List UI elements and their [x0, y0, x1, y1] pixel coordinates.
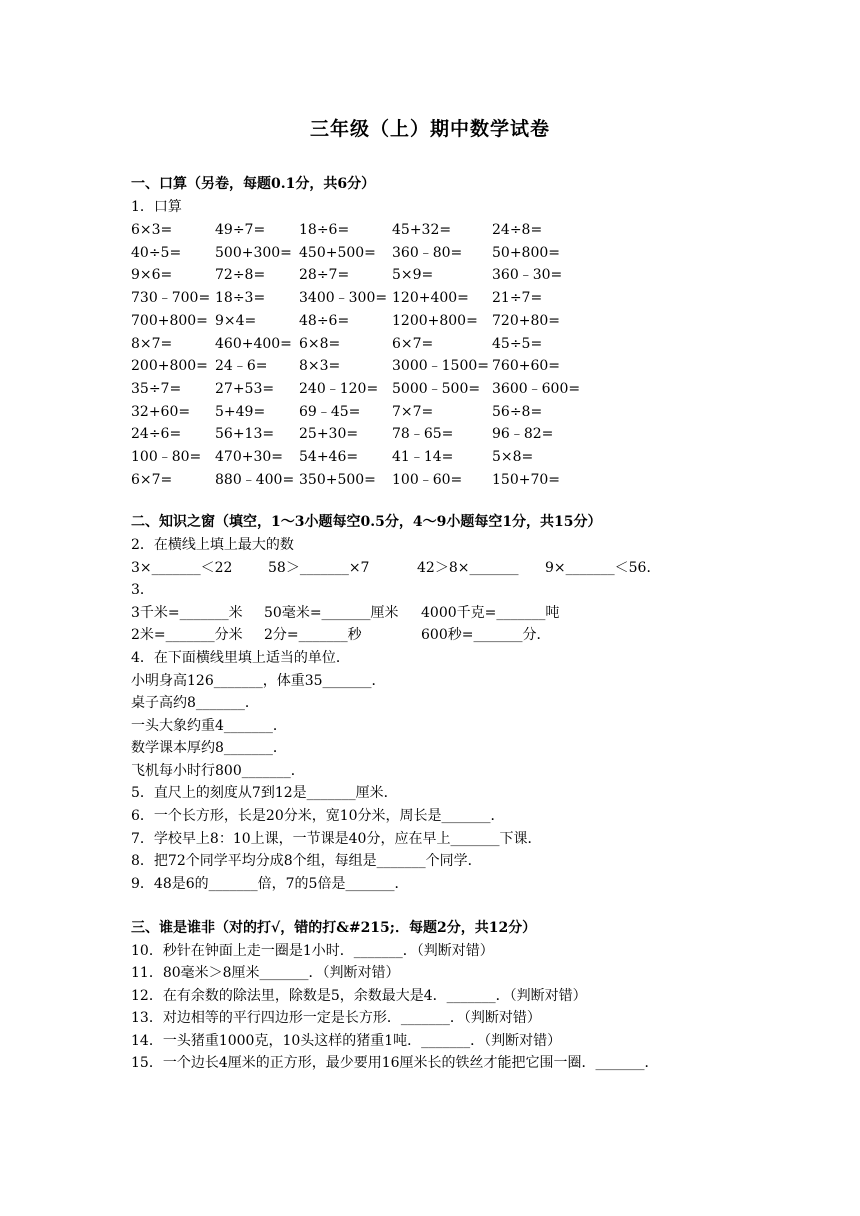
mental-math-item: 5+49=: [215, 404, 266, 420]
mental-math-item: 96﹣82=: [492, 426, 554, 442]
question-8: 8．把72个同学平均分成8个组，每组是_______个同学．: [131, 853, 482, 869]
mental-math-item: 880﹣400=: [215, 472, 295, 488]
question-1-label: 1．口算: [131, 199, 182, 215]
mental-math-item: 24÷8=: [492, 222, 543, 238]
section-heading-1: 一、口算（另卷，每题0.1分，共6分）: [131, 176, 376, 192]
question-3-item: 3千米=_______米: [131, 605, 243, 621]
mental-math-item: 6×7=: [392, 336, 434, 352]
mental-math-item: 45+32=: [392, 222, 452, 238]
mental-math-item: 350+500=: [299, 472, 376, 488]
mental-math-item: 360﹣80=: [392, 245, 463, 261]
mental-math-item: 9×4=: [215, 313, 257, 329]
mental-math-item: 760+60=: [492, 358, 560, 374]
mental-math-item: 100﹣80=: [131, 449, 202, 465]
mental-math-item: 56+13=: [215, 426, 275, 442]
question-6: 6．一个长方形，长是20分米，宽10分米，周长是_______．: [131, 808, 505, 824]
mental-math-item: 730﹣700=: [131, 290, 211, 306]
question-2-item: 9×_______＜56．: [545, 560, 661, 576]
mental-math-item: 49÷7=: [215, 222, 266, 238]
mental-math-item: 7×7=: [392, 404, 434, 420]
mental-math-item: 460+400=: [215, 336, 292, 352]
mental-math-item: 3400﹣300=: [299, 290, 388, 306]
mental-math-item: 6×7=: [131, 472, 173, 488]
mental-math-item: 6×3=: [131, 222, 173, 238]
mental-math-item: 28÷7=: [299, 267, 350, 283]
question-3-item: 2米=_______分米: [131, 627, 243, 643]
mental-math-item: 41﹣14=: [392, 449, 454, 465]
mental-math-item: 1200+800=: [392, 313, 478, 329]
question-4-line: 飞机每小时行800_______．: [131, 763, 305, 779]
mental-math-item: 200+800=: [131, 358, 208, 374]
question-4-line: 一头大象约重4_______．: [131, 718, 287, 734]
judge-question-11: 11．80毫米＞8厘米_______．（判断对错）: [131, 965, 400, 981]
mental-math-item: 18÷6=: [299, 222, 350, 238]
mental-math-item: 720+80=: [492, 313, 560, 329]
mental-math-item: 6×8=: [299, 336, 341, 352]
mental-math-item: 3600﹣600=: [492, 381, 581, 397]
mental-math-item: 120+400=: [392, 290, 469, 306]
mental-math-item: 78﹣65=: [392, 426, 454, 442]
question-3-item: 50毫米=_______厘米: [264, 605, 399, 621]
mental-math-item: 40÷5=: [131, 245, 182, 261]
mental-math-item: 54+46=: [299, 449, 359, 465]
question-4-line: 小明身高126_______，体重35_______．: [131, 673, 386, 689]
question-2-item: 42＞8×_______: [417, 560, 519, 576]
question-2-label: 2．在横线上填上最大的数: [131, 537, 294, 553]
mental-math-item: 18÷3=: [215, 290, 266, 306]
mental-math-item: 3000﹣1500=: [392, 358, 489, 374]
mental-math-item: 45÷5=: [492, 336, 543, 352]
question-4-line: 桌子高约8_______．: [131, 695, 259, 711]
mental-math-item: 24÷6=: [131, 426, 182, 442]
mental-math-item: 25+30=: [299, 426, 359, 442]
section-heading-3: 三、谁是谁非（对的打√，错的打&#215;．每题2分，共12分）: [131, 920, 537, 936]
question-3-item: 4000千克=_______吨: [421, 605, 560, 621]
question-2-item: 58＞_______×7: [268, 560, 370, 576]
question-9: 9．48是6的_______倍，7的5倍是_______．: [131, 876, 409, 892]
judge-question-10: 10．秒针在钟面上走一圈是1小时．_______．（判断对错）: [131, 943, 494, 959]
mental-math-item: 240﹣120=: [299, 381, 379, 397]
mental-math-item: 470+30=: [215, 449, 283, 465]
mental-math-item: 9×6=: [131, 267, 173, 283]
judge-question-13: 13．对边相等的平行四边形一定是长方形．_______．（判断对错）: [131, 1010, 541, 1026]
mental-math-item: 48÷6=: [299, 313, 350, 329]
mental-math-item: 35÷7=: [131, 381, 182, 397]
question-3-item: 2分=_______秒: [264, 627, 362, 643]
judge-question-12: 12．在有余数的除法里，除数是5，余数最大是4．_______．（判断对错）: [131, 988, 587, 1004]
question-3-item: 600秒=_______分．: [421, 627, 551, 643]
question-4-label: 4．在下面横线里填上适当的单位．: [131, 650, 350, 666]
mental-math-item: 450+500=: [299, 245, 376, 261]
mental-math-item: 8×7=: [131, 336, 173, 352]
mental-math-item: 72÷8=: [215, 267, 266, 283]
question-5: 5．直尺上的刻度从7到12是_______厘米．: [131, 785, 398, 801]
page-title: 三年级（上）期中数学试卷: [309, 118, 550, 140]
mental-math-item: 5000﹣500=: [392, 381, 481, 397]
mental-math-item: 27+53=: [215, 381, 275, 397]
mental-math-item: 500+300=: [215, 245, 292, 261]
mental-math-item: 150+70=: [492, 472, 560, 488]
mental-math-item: 8×3=: [299, 358, 341, 374]
question-7: 7．学校早上8：10上课，一节课是40分，应在早上_______下课．: [131, 831, 542, 847]
mental-math-item: 360﹣30=: [492, 267, 563, 283]
question-2-item: 3×_______＜22: [131, 560, 233, 576]
section-heading-2: 二、知识之窗（填空，1～3小题每空0.5分，4～9小题每空1分，共15分）: [131, 514, 602, 530]
question-4-line: 数学课本厚约8_______．: [131, 740, 287, 756]
question-3-label: 3．: [131, 582, 154, 598]
mental-math-item: 24﹣6=: [215, 358, 268, 374]
judge-question-14: 14．一头猪重1000克，10头这样的猪重1吨．_______．（判断对错）: [131, 1033, 562, 1049]
mental-math-item: 100﹣60=: [392, 472, 463, 488]
mental-math-item: 32+60=: [131, 404, 191, 420]
mental-math-item: 69﹣45=: [299, 404, 361, 420]
mental-math-item: 5×8=: [492, 449, 534, 465]
mental-math-item: 21÷7=: [492, 290, 543, 306]
mental-math-item: 56÷8=: [492, 404, 543, 420]
judge-question-15: 15．一个边长4厘米的正方形，最少要用16厘米长的铁丝才能把它围一圈．_______．: [131, 1055, 659, 1071]
mental-math-item: 50+800=: [492, 245, 560, 261]
mental-math-item: 700+800=: [131, 313, 208, 329]
mental-math-item: 5×9=: [392, 267, 434, 283]
